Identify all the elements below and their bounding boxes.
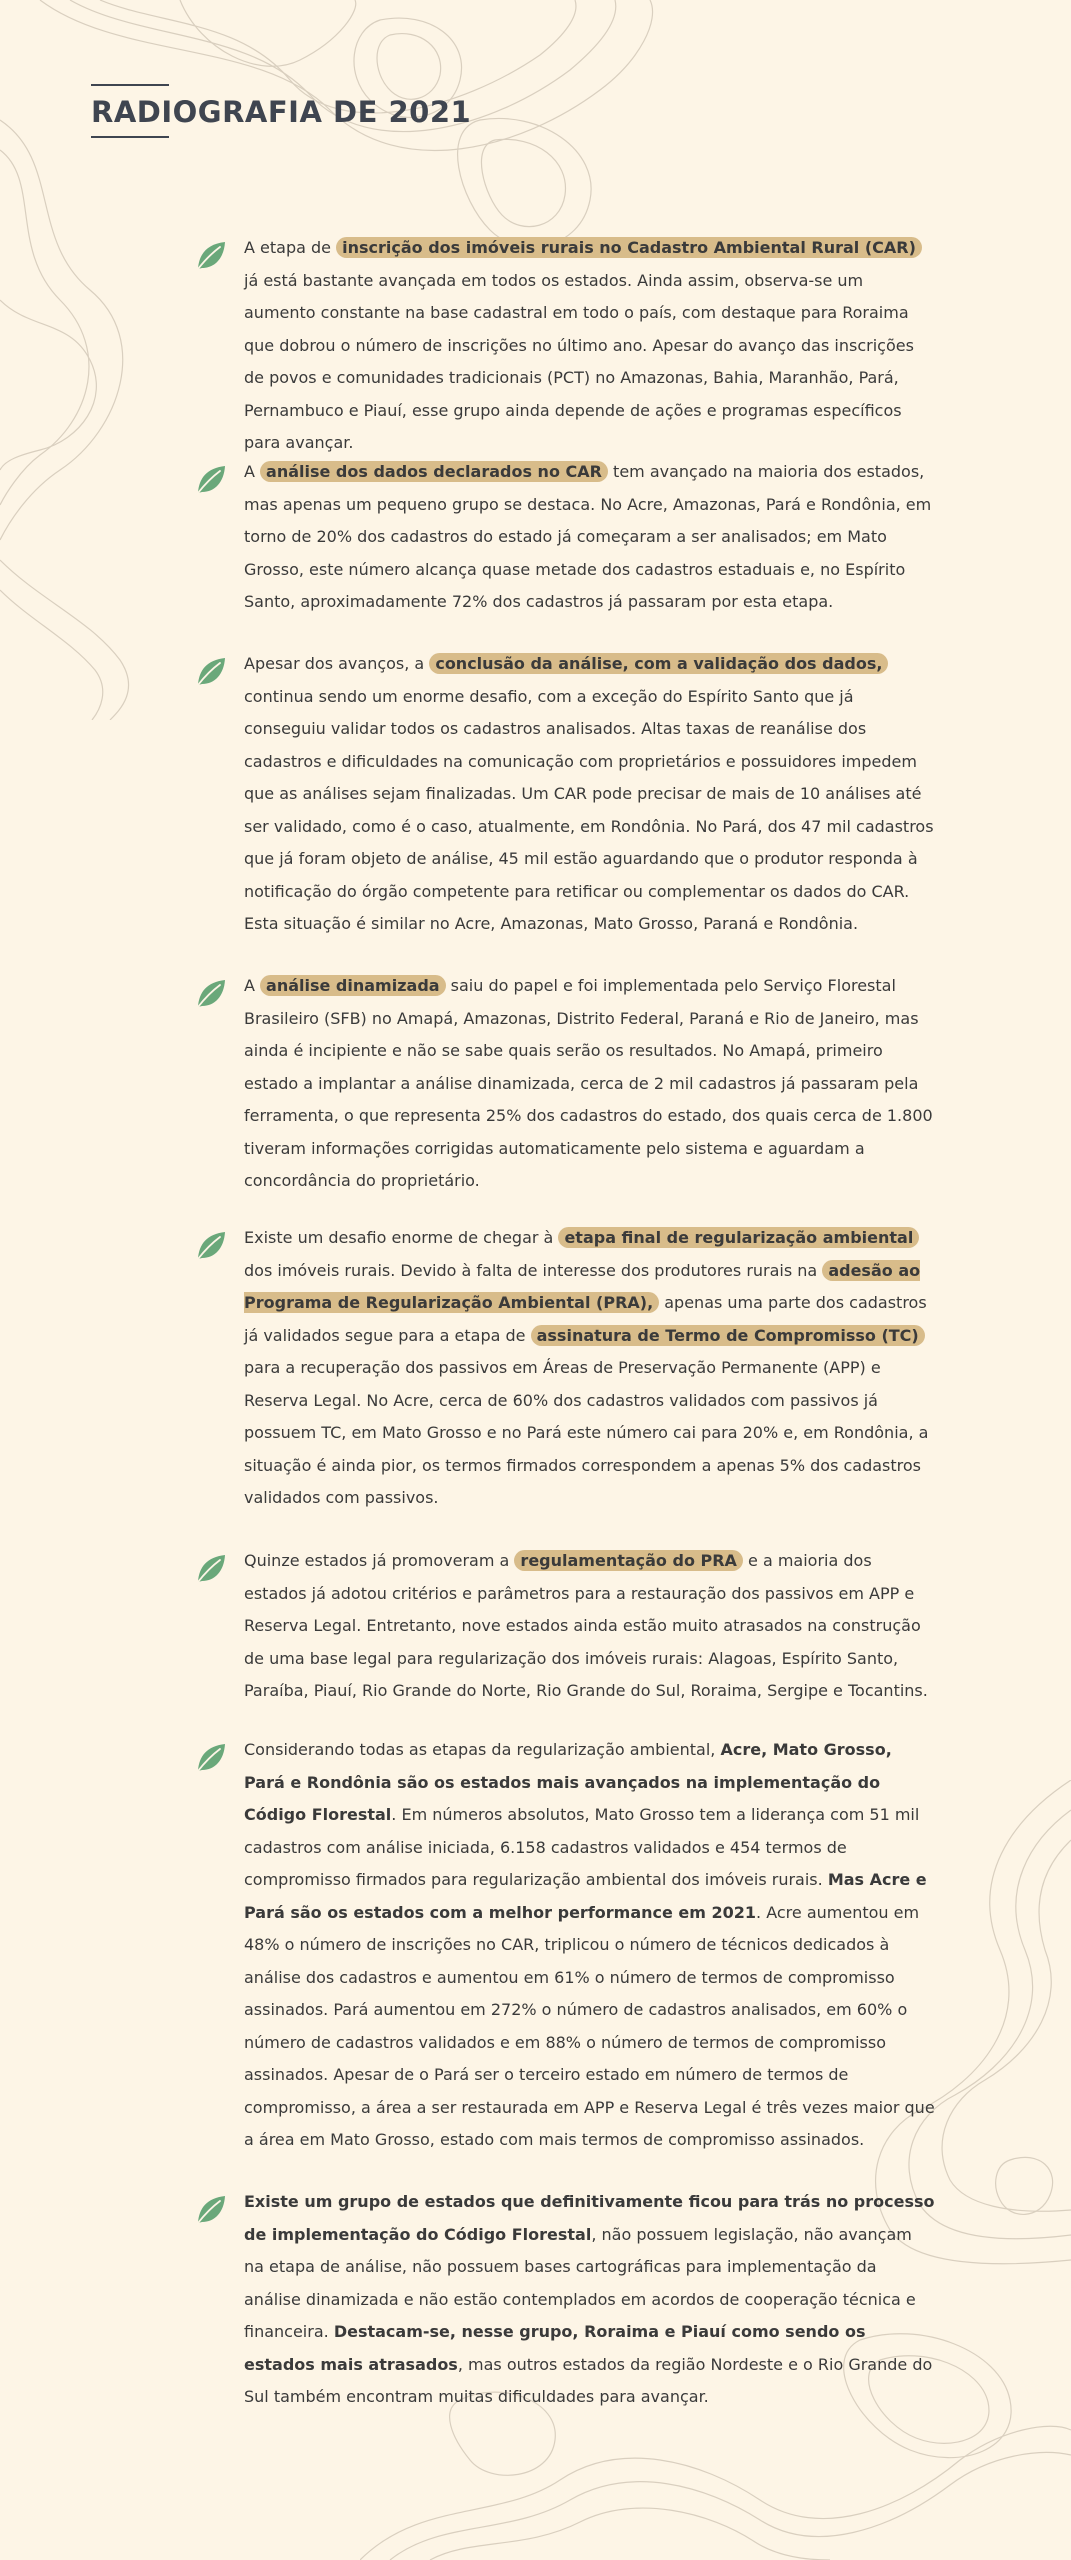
text-run: continua sendo um enorme desafio, com a exceção do Espírito Santo que já conseguiu validar todos os cadastros analisados. Altas taxas de reanálise dos cadastros e dificuldades na comunicação com proprietários e possuidores impedem que as análises sejam finalizadas. Um CAR pode precisar de mais de 10 análises até ser validado, como é o caso, atualmente, em Rondônia. No Pará, dos 47 mil cadastros que já foram objeto de análise, 45 mil estão aguardando que o produtor responda à notificação do órgão competente para retificar ou complementar os dados do CAR. Esta situação é similar no Acre, Amazonas, Mato Grosso, Paraná e Rondônia. — [244, 686, 934, 933]
item-text — [244, 232, 936, 460]
text-run: Quinze estados já promoveram a — [244, 1551, 515, 1570]
text-run: para a recuperação dos passivos em Áreas de Preservação Permanente (APP) e Reserva Legal. No Acre, cerca de 60% dos cadastros validados com passivos já possuem TC, em Mato Grosso e no Pará este número cai para 20% e, em Rondônia, a situação é ainda pior, os termos firmados correspondem a apenas 5% dos cadastros validados com passivos. — [244, 1358, 929, 1507]
section-header — [91, 84, 471, 138]
text-run: Existe um desafio enorme de chegar à — [244, 1228, 559, 1247]
list-item — [196, 970, 936, 1198]
text-run: tem avançado na maioria dos estados, mas apenas um pequeno grupo se destaca. No Acre, Amazonas, Pará e Rondônia, em torno de 20% dos cadastros do estado já começaram a ser analisados; em Mato Grosso, este número alcança quase metade dos cadastros estaduais e, no Espírito Santo, aproximadamente 72% dos cadastros já passaram por esta etapa. — [244, 462, 932, 611]
page-title: RADIOGRAFIA DE 2021 — [91, 95, 472, 129]
text-run: já está bastante avançada em todos os estados. Ainda assim, observa-se um aumento constante na base cadastral em todo o país, com destaque para Roraima que dobrou o número de inscrições no último ano. Apesar do avanço das inscrições de povos e comunidades tradicionais (PCT) no Amazonas, Bahia, Maranhão, Pará, Pernambuco e Piauí, esse grupo ainda depende de ações e programas específicos para avançar. — [244, 270, 914, 452]
item-text — [244, 648, 936, 941]
text-run: , mas outros estados da região Nordeste e o Rio Grande do Sul também encontram muitas dificuldades para avançar. — [244, 2354, 933, 2406]
text-run: e a maioria dos estados já adotou critérios e parâmetros para a restauração dos passivos em APP e Reserva Legal. Entretanto, nove estados ainda estão muito atrasados na construção de uma base legal para regularização dos imóveis rurais: Alagoas, Espírito Santo, Paraíba, Piauí, Rio Grande do Norte, Rio Grande do Sul, Roraima, Sergipe e Tocantins. — [244, 1551, 928, 1700]
text-run: apenas uma parte dos cadastros já validados segue para a etapa de — [244, 1293, 927, 1345]
highlighted-term: regulamentação do PRA — [514, 1550, 743, 1571]
leaf-icon — [193, 1740, 229, 1776]
highlighted-term: adesão ao Programa de Regularização Ambiental (PRA), — [244, 1260, 921, 1312]
highlighted-term: conclusão da análise, com a validação dos dados, — [429, 653, 888, 674]
bold-text: Acre, Mato Grosso, Pará e Rondônia são os estados mais avançados na implementação do Código Florestal — [244, 1740, 892, 1824]
text-run: , não possuem legislação, não avançam na etapa de análise, não possuem bases cartográficas para implementação da análise dinamizada e não estão contemplados em acordos de cooperação técnica e financeira. — [244, 2224, 916, 2341]
text-run: . Em números absolutos, Mato Grosso tem a liderança com 51 mil cadastros com análise iniciada, 6.158 cadastros validados e 454 termos de compromisso firmados para regularização ambiental dos imóveis rurais. — [244, 1805, 920, 1889]
highlighted-term: inscrição dos imóveis rurais no Cadastro Ambiental Rural (CAR) — [336, 237, 922, 258]
text-run: saiu do papel e foi implementada pelo Serviço Florestal Brasileiro (SFB) no Amapá, Amazonas, Distrito Federal, Paraná e Rio de Janeiro, mas ainda é incipiente e não se sabe quais serão os resultados. No Amapá, primeiro estado a implantar a análise dinamizada, cerca de 2 mil cadastros já passaram pela ferramenta, o que representa 25% dos cadastros do estado, dos quais cerca de 1.800 tiveram informações corrigidas automaticamente pelo sistema e aguardam a concordância do proprietário. — [244, 976, 933, 1190]
text-run: A — [244, 976, 261, 995]
list-item — [196, 1734, 936, 2157]
item-text — [244, 456, 936, 619]
item-text — [244, 2186, 936, 2414]
bold-text: Existe um grupo de estados que definitivamente ficou para trás no processo de implementação do Código Florestal — [244, 2192, 935, 2244]
leaf-icon — [193, 238, 229, 274]
highlighted-term: assinatura de Termo de Compromisso (TC) — [531, 1325, 925, 1346]
text-run: dos imóveis rurais. Devido à falta de interesse dos produtores rurais na — [244, 1260, 823, 1280]
leaf-icon — [193, 654, 229, 690]
bold-text: Destacam-se, nesse grupo, Roraima e Piauí como sendo os estados mais atrasados — [244, 2322, 866, 2374]
highlighted-term: análise dinamizada — [260, 975, 446, 996]
bold-text: Mas Acre e Pará são os estados com a melhor performance em 2021 — [244, 1870, 927, 1922]
highlighted-term: etapa final de regularização ambiental — [558, 1227, 919, 1248]
leaf-icon — [193, 1551, 229, 1587]
list-item — [196, 1222, 936, 1515]
item-text — [244, 1734, 936, 2157]
leaf-icon — [193, 976, 229, 1012]
list-item — [196, 2186, 936, 2414]
list-item — [196, 648, 936, 941]
list-item — [196, 232, 936, 460]
leaf-icon — [193, 462, 229, 498]
leaf-icon — [193, 2192, 229, 2228]
text-run: A — [244, 462, 261, 481]
list-item — [196, 456, 936, 619]
leaf-icon — [193, 1228, 229, 1264]
highlighted-term: análise dos dados declarados no CAR — [260, 461, 608, 482]
list-item — [196, 1545, 936, 1708]
text-run: Apesar dos avanços, a — [244, 654, 430, 673]
title-top-rule — [91, 84, 169, 86]
text-run: Considerando todas as etapas da regularização ambiental, — [244, 1740, 721, 1759]
text-run: . Acre aumentou em 48% o número de inscrições no CAR, triplicou o número de técnicos dedicados à análise dos cadastros e aumentou em 61% o número de termos de compromisso assinados. Pará aumentou em 272% o número de cadastros analisados, em 60% o número de cadastros validados e em 88% o número de termos de compromisso assinados. Apesar de o Pará ser o terceiro estado em número de termos de compromisso, a área a ser restaurada em APP e Reserva Legal é três vezes maior que a área em Mato Grosso, estado com mais termos de compromisso assinados. — [244, 1902, 935, 2149]
item-text — [244, 970, 936, 1198]
item-text — [244, 1545, 936, 1708]
text-run: A etapa de — [244, 238, 337, 257]
item-text — [244, 1222, 936, 1515]
title-bottom-rule — [91, 136, 169, 138]
